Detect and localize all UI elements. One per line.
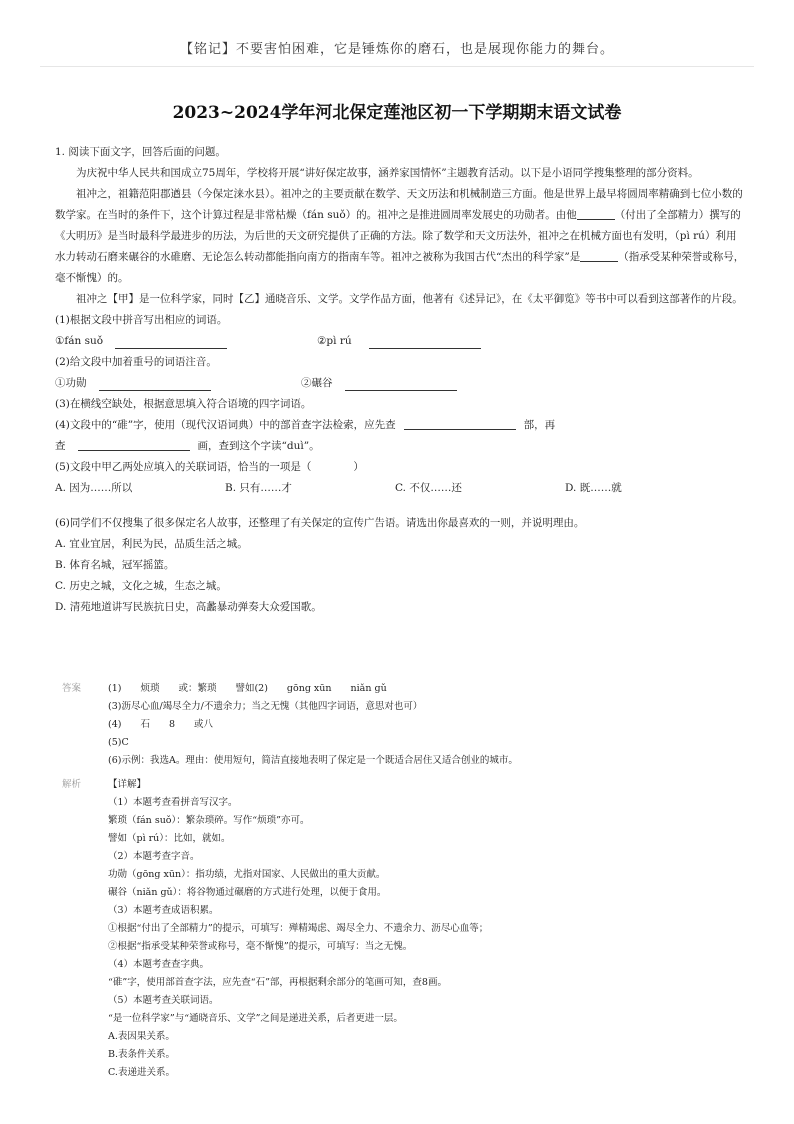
analysis-line: ②根据“指承受某种荣誉或称号，毫不惭愧”的提示，可填写：当之无愧。 [108, 941, 413, 952]
analysis-line: 碾谷（niǎn gǔ）：将谷物通过碾磨的方式进行处理，以便于食用。 [108, 887, 387, 898]
question-stem: 1. 阅读下面文字，回答后面的问题。 [55, 146, 226, 158]
analysis-line: C.表递进关系。 [108, 1067, 175, 1078]
answer-line: (5)C [108, 737, 129, 748]
subquestion-1: (1)根据文段中拼音写出相应的词语。 [55, 314, 228, 326]
subquestion-6: (6)同学们不仅搜集了很多保定名人故事，还整理了有关保定的宣传广告语。请选出你最喜欢的一则，并说明理由。 [55, 517, 585, 529]
analysis-line: ①根据“付出了全部精力”的提示，可填写：殚精竭虑、竭尽全力、不遗余力、沥尽心血等； [108, 923, 489, 934]
sub4-blank-strokes[interactable] [78, 437, 190, 451]
analysis-line: 功勋（gōng xūn）：指功绩，尤指对国家、人民做出的重大贡献。 [108, 869, 386, 880]
answer-label: 答案 [62, 683, 82, 694]
sub4-text-a: (4)文段中的“碓”字，使用（现代汉语词典）中的部首查字法检索，应先查 [55, 419, 396, 431]
sub6-option-b[interactable]: B. 体育名城，冠军摇篮。 [55, 559, 175, 571]
subquestion-5: (5)文段中甲乙两处应填入的关联词语，恰当的一项是（ ） [55, 461, 364, 473]
sub6-option-a[interactable]: A. 宜业宜居，利民为民，品质生活之城。 [55, 538, 248, 550]
sub5-option-a[interactable]: A. 因为……所以 [55, 482, 133, 494]
sub2-blank-a[interactable] [99, 377, 211, 391]
answer-line: (3)沥尽心血/竭尽全力/不遗余力；当之无愧（其他四字词语，意思对也可） [108, 701, 423, 712]
blank-1[interactable] [577, 206, 615, 220]
analysis-line: 【详解】 [108, 779, 147, 790]
analysis-line: A.表因果关系。 [108, 1031, 175, 1042]
answer-analysis-section [62, 680, 742, 1082]
sub2-item-a: ①功勋 [55, 377, 87, 389]
analysis-line: 繁琐（fán suǒ）：繁杂琐碎。写作“烦琐”亦可。 [108, 815, 310, 826]
passage-paragraph-2 [55, 184, 745, 289]
analysis-line: （2）本题考查字音。 [108, 851, 200, 862]
passage-paragraph-3: 祖冲之【甲】是一位科学家，同时【乙】通晓音乐、文学。文学作品方面，他著有《述异记》，在《太平御览》等书中可以看到这部著作的片段。 [76, 293, 743, 305]
analysis-block [62, 776, 742, 1082]
sub1-item-a: ①fán suǒ [55, 335, 104, 347]
sub4-text-c: 查 [55, 440, 66, 452]
analysis-line: 譬如（pì rú）：比如，就如。 [108, 833, 231, 844]
subquestion-4-line-2 [55, 436, 745, 457]
sub6-option-d[interactable]: D. 清苑地道讲写民族抗日史，高蠡暴动弹奏大众爱国歌。 [55, 601, 322, 613]
analysis-line: （3）本题考查成语积累。 [108, 905, 219, 916]
sub5-option-b[interactable]: B. 只有……才 [225, 482, 292, 494]
analysis-label: 解析 [62, 779, 82, 790]
answer-line: (1) 烦琐 或：繁琐 譬如(2) gōng xūn niǎn gǔ [108, 683, 387, 694]
sub4-blank-radical[interactable] [404, 416, 516, 430]
subquestion-4-line-1 [55, 415, 745, 436]
sub2-item-b: ②碾谷 [301, 377, 333, 389]
sub6-option-c[interactable]: C. 历史之城，文化之城，生态之城。 [55, 580, 227, 592]
analysis-line: （5）本题考查关联词语。 [108, 995, 219, 1006]
subquestion-2: (2)给文段中加着重号的词语注音。 [55, 356, 217, 368]
answer-line: (6)示例：我选A。理由：使用短句，简洁直接地表明了保定是一个既适合居住又适合创业的城市。 [108, 755, 518, 766]
question-body [55, 142, 745, 618]
exam-title: 2023~2024学年河北保定莲池区初一下学期期末语文试卷 [172, 103, 622, 123]
analysis-line: （1）本题考查看拼音写汉字。 [108, 797, 238, 808]
passage-paragraph-2-part-b: （付出了全部精力）撰写的《大明历》是当时最科学最进步的历法，为后世的天文研究提供了正确的方法。除了数学和天文历法外，祖冲之在机械方面也有发明，（pì rú）利用水力转动石磨来碾谷的水碓磨、无论怎么转动都能指向南方的指南车等。祖冲之被称为我国古代“杰出的科学家”是 [55, 209, 741, 263]
subquestion-2-answers [55, 373, 745, 394]
passage-paragraph-2-part-c: （指承受某种荣誉或称号，毫不惭愧）的。 [55, 251, 745, 284]
sub4-text-b: 部，再 [523, 419, 556, 431]
sub4-text-d: 画，查到这个字读“duì”。 [197, 440, 320, 452]
subquestion-1-answers [55, 331, 745, 352]
analysis-line: “是一位科学家”与“通晓音乐、文学”之间是递进关系，后者更进一层。 [108, 1013, 403, 1024]
subquestion-3: (3)在横线空缺处，根据意思填入符合语境的四字词语。 [55, 398, 312, 410]
sub2-blank-b[interactable] [345, 377, 457, 391]
answer-block [62, 680, 742, 770]
analysis-line: （4）本题考查查字典。 [108, 959, 210, 970]
sub1-item-b: ②pì rú [317, 335, 352, 347]
subquestion-5-options [55, 478, 745, 499]
sub1-blank-a[interactable] [115, 335, 227, 349]
header-divider [40, 66, 754, 67]
sub1-blank-b[interactable] [369, 335, 481, 349]
sub5-option-c[interactable]: C. 不仅……还 [395, 482, 462, 494]
analysis-line: “碓”字，使用部首查字法，应先查“石”部，再根据剩余部分的笔画可知，查8画。 [108, 977, 447, 988]
page-motto: 【铭记】不要害怕困难，它是锤炼你的磨石，也是展现你能力的舞台。 [179, 42, 614, 57]
answer-line: (4) 石 8 或八 [108, 719, 214, 730]
sub5-option-d[interactable]: D. 既……就 [565, 482, 622, 494]
passage-paragraph-1: 为庆祝中华人民共和国成立75周年，学校将开展“讲好保定故事，涵养家国情怀”主题教育活动。以下是小语同学搜集整理的部分资料。 [76, 167, 699, 179]
passage-paragraph-2-part-a: 祖冲之，祖籍范阳郡遒县（今保定涞水县）。祖冲之的主要贡献在数学、天文历法和机械制造三方面。他是世界上最早将圆周率精确到七位小数的数学家。在当时的条件下，这个计算过程是非常枯燥（fán suǒ）的。祖冲之是推进圆周率发展史的功勋者。由他 [55, 188, 743, 221]
analysis-line: B.表条件关系。 [108, 1049, 176, 1060]
blank-2[interactable] [580, 248, 618, 262]
